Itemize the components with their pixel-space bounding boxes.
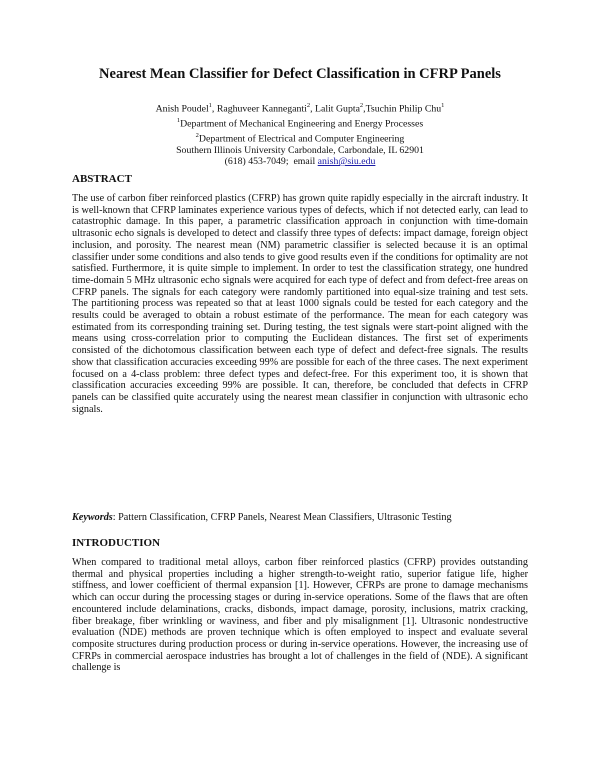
author-affil-sup: 1	[441, 102, 445, 109]
affiliation-2: $^2$Department of Electrical and Computer Engineering	[195, 131, 405, 144]
introduction-text: When compared to traditional metal alloys, carbon fiber reinforced plastics (CFRP) provides outstanding thermal and physical properties including a higher strength-to-weight ratio, superior fatigue life, higher stiffness, and lower coefficient of thermal expansion [1]. However, CFRPs are prone to damage mechanisms which can occur during the processing stages or during in-service operations. Some of the flaws that are often encountered include delaminations, cracks, disbonds, impact damage, porosity, inclusions, matrix cracking, fiber breakage, fiber wrinkling or waviness, and fiber and ply misalignment [1]. Ultrasonic nondestructive evaluation (NDE) methods are proven technique which is often employed to inspect and evaluate several composite structures during production process or during in-service operations. However, the increasing use of CFRPs in commercial aerospace industries has brought a lot of challenges in the field of (NDE). A significant challenge is	[72, 557, 528, 674]
author-affil-sup: 1	[208, 102, 212, 109]
abstract-heading: ABSTRACT	[72, 173, 132, 185]
author-name: Anish Poudel	[155, 103, 209, 115]
paper-title: Nearest Mean Classifier for Defect Classification in CFRP Panels	[99, 66, 501, 82]
keywords-text: : Pattern Classification, CFRP Panels, Nearest Mean Classifiers, Ultrasonic Testing	[112, 512, 452, 523]
author-name: Tsuchin Philip Chu	[365, 103, 442, 115]
phone: (618) 453-7049;	[224, 156, 289, 168]
affiliation-1: $^1$Department of Mechanical Engineering and Energy Processes	[176, 116, 424, 130]
address: Southern Illinois University Carbondale, Carbondale, IL 62901	[176, 144, 424, 156]
keywords-label: Keywords	[72, 512, 113, 523]
contact-line	[0, 156, 600, 168]
author-affil-sup: 2	[306, 102, 311, 109]
author-line: Anish Poudel$^1$, Raghuveer Kanneganti$^2$, Lalit Gupta$^2$,Tsuchin Philip Chu$^1$	[155, 102, 445, 115]
email-label: email	[293, 156, 316, 168]
email-link[interactable]: anish@siu.edu	[317, 156, 376, 168]
abstract-text: The use of carbon fiber reinforced plastics (CFRP) has grown quite rapidly especially in the aircraft industry. It is well-known that CFRP laminates experience various types of defects, which if not detected early, can lead to catastrophic damage. In this paper, a parametric classification approach in conjunction with time-domain ultrasonic echo signals is developed to detect and classify three types of defects: impact damage, foreign object inclusion, and porosity. The nearest mean (NM) parametric classifier is selected because it is an optimal classifier under some conditions and also tends to give good results even if the conditions for optimality are not satisfied. Furthermore, it is quite simple to implement. In order to test the classification strategy, one hundred time-domain 5 MHz ultrasonic echo signals were acquired for each type of defect and from defect-free areas on CFRP panels. The signals for each category were randomly partitioned into equal-size training and test sets. The partitioning process was repeated so that at least 1000 signals could be tested for each category and the results could be averaged to obtain a robust estimate of the performance. The mean for each category was estimated from its corresponding training set. During testing, the test signals were start-point aligned with the means using cross-correlation prior to computing the Euclidean distances. The first set of experiments consisted of the dichotomous classification between each type of defect and defect-free signals. The results show that classification accuracies exceeding 99% are possible for each of the three cases. The next experiment focused on a 4-class problem: three defect types and defect-free. For this experiment too, it is shown that classification accuracies exceeding 99% are possible. It can, therefore, be concluded that defects in CFRP panels can be classified quite accurately using the nearest mean classifier in conjunction with ultrasonic echo signals.	[72, 193, 528, 415]
author-name: Lalit Gupta	[315, 103, 360, 115]
author-block	[0, 100, 600, 168]
introduction-heading: INTRODUCTION	[72, 537, 161, 549]
keywords-line	[72, 512, 528, 523]
author-name: Raghuveer Kanneganti	[216, 103, 307, 115]
author-affil-sup: 2	[359, 102, 364, 109]
